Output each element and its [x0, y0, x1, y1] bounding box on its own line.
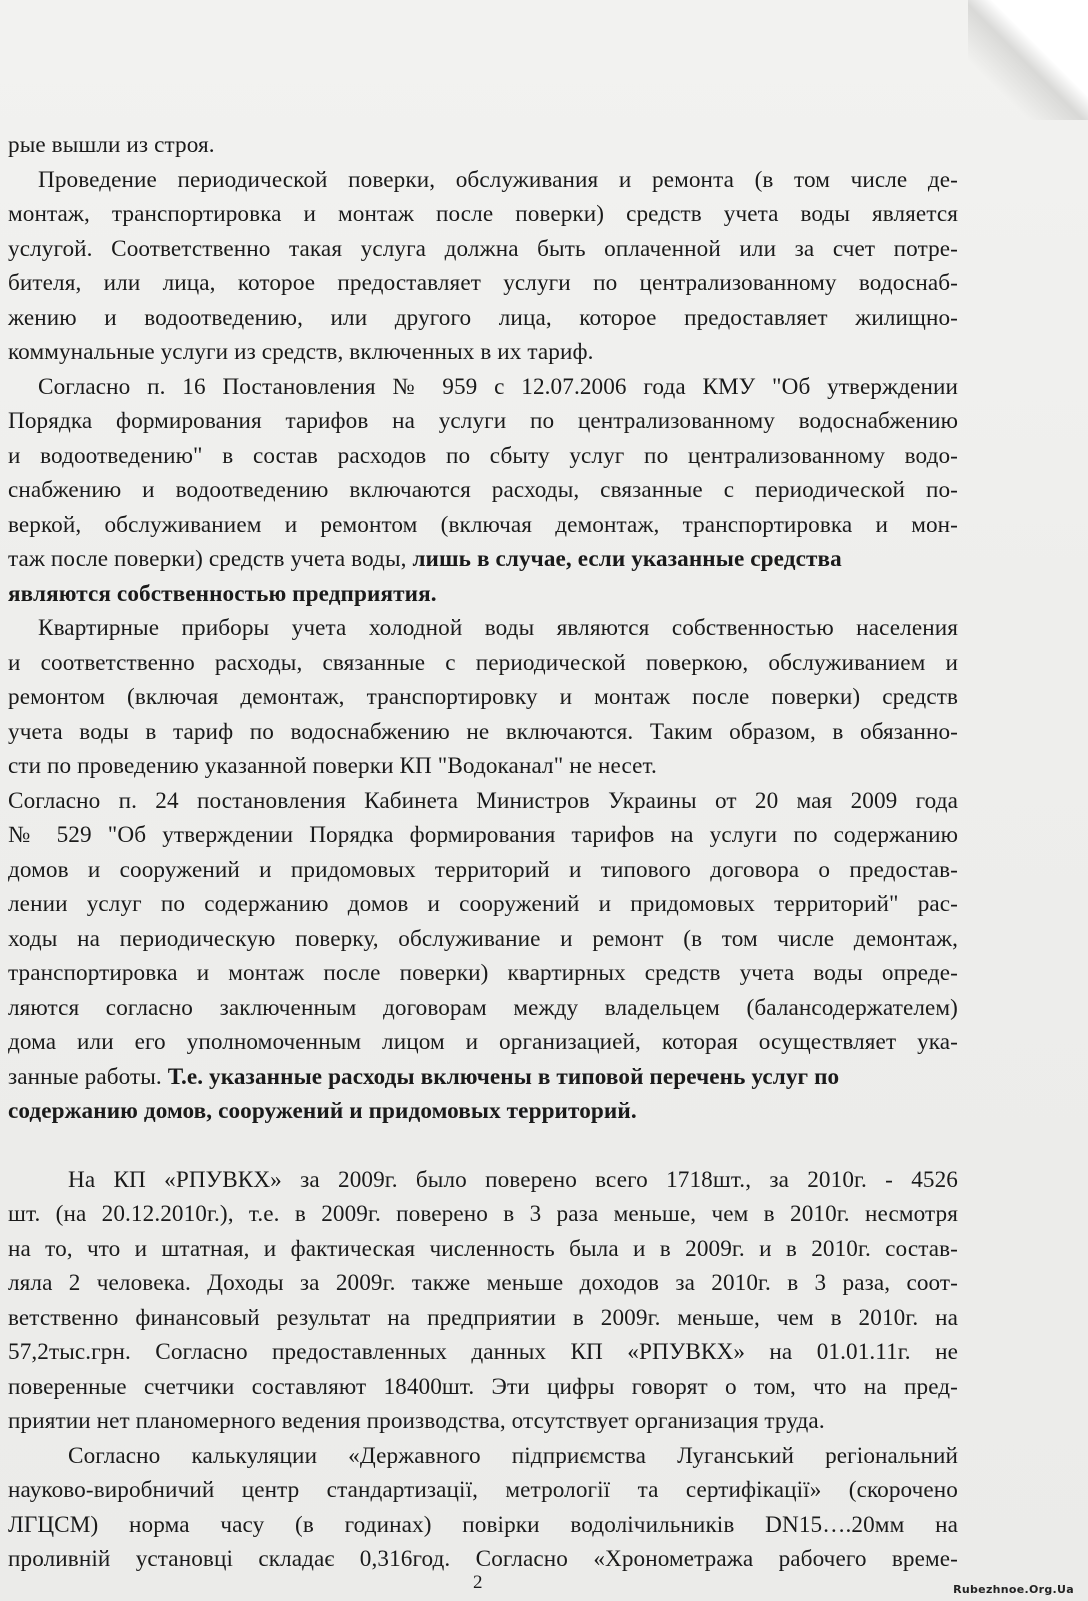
- bold-text-line: являются собственностью предприятия.: [8, 580, 437, 607]
- text-line: Согласно п. 16 Постановления № 959 с 12.07.2006 года КМУ "Об утверждении: [38, 373, 958, 400]
- site-watermark: Rubezhnoe.Org.Ua: [953, 1583, 1074, 1596]
- text-line: лении услуг по содержанию домов и сооружений и придомовых территорий" рас-: [8, 891, 958, 917]
- text-segment: занные работы.: [8, 1063, 168, 1090]
- page-number: 2: [473, 1572, 483, 1593]
- text-line: Порядка формирования тарифов на услуги по централизованному водоснабжению: [8, 408, 958, 434]
- text-line: транспортировка и монтаж после поверки) квартирных средств учета воды опреде-: [8, 960, 958, 986]
- text-line: снабжению и водоотведению включаются расходы, связанные с периодической по-: [8, 477, 958, 503]
- text-line: ЛГЦСМ) норма часу (в годинах) повірки водолічильників DN15….20мм на: [8, 1511, 958, 1538]
- text-line: поверенные счетчики составляют 18400шт. Эти цифры говорят о том, что на пред-: [8, 1373, 958, 1400]
- text-line: Согласно п. 24 постановления Кабинета Министров Украины от 20 мая 2009 года: [8, 787, 958, 814]
- text-line: коммунальные услуги из средств, включенных в их тариф.: [8, 339, 594, 365]
- text-line: 57,2тыс.грн. Согласно предоставленных данных КП «РПУВКХ» на 01.01.11г. не: [8, 1339, 958, 1365]
- text-line: рые вышли из строя.: [8, 132, 215, 158]
- page-corner-fold: [968, 0, 1088, 120]
- text-line: ляла 2 человека. Доходы за 2009г. также меньше доходов за 2010г. в 3 раза, соот-: [8, 1270, 958, 1296]
- text-line: веркой, обслуживанием и ремонтом (включая демонтаж, транспортировка и мон-: [8, 511, 958, 538]
- text-line: [8, 542, 958, 577]
- text-line: [8, 1060, 958, 1095]
- bold-text-segment: лишь в случае, если указанные средства: [412, 546, 842, 572]
- text-line: Квартирные приборы учета холодной воды являются собственностью населения: [38, 615, 958, 641]
- text-line: бителя, или лица, которое предоставляет услуги по централизованному водоснаб-: [8, 270, 958, 296]
- text-line: шт. (на 20.12.2010г.), т.е. в 2009г. поверено в 3 раза меньше, чем в 2010г. несмотря: [8, 1201, 958, 1227]
- text-line: науково-виробничий центр стандартизації, метрології та сертифікації» (скорочено: [8, 1477, 958, 1503]
- text-line: Проведение периодической поверки, обслуживания и ремонта (в том числе де-: [38, 166, 958, 193]
- text-line: На КП «РПУВКХ» за 2009г. было поверено всего 1718шт., за 2010г. - 4526: [68, 1166, 958, 1193]
- text-line: дома или его уполномоченным лицом и организацией, которая осуществляет ука-: [8, 1029, 958, 1055]
- text-line: Согласно калькуляции «Державного підприємства Луганський регіональний: [68, 1442, 958, 1469]
- text-line: и соответственно расходы, связанные с периодической поверкою, обслуживанием и: [8, 649, 958, 676]
- document-body: [8, 128, 958, 1577]
- bold-text-segment: Т.е. указанные расходы включены в типовой перечень услуг по: [167, 1063, 840, 1090]
- text-line: сти по проведению указанной поверки КП "Водоканал" не несет.: [8, 753, 657, 779]
- bold-text-line: содержанию домов, сооружений и придомовых территорий.: [8, 1098, 637, 1124]
- text-line: услугой. Соответственно такая услуга должна быть оплаченной или за счет потре-: [8, 235, 958, 262]
- text-line: ветственно финансовый результат на предприятии в 2009г. меньше, чем в 2010г. на: [8, 1304, 958, 1331]
- text-line: жению и водоотведению, или другого лица, которое предоставляет жилищно-: [8, 304, 958, 331]
- text-line: монтаж, транспортировка и монтаж после поверки) средств учета воды является: [8, 201, 958, 227]
- text-line: приятии нет планомерного ведения производства, отсутствует организация труда.: [8, 1408, 825, 1434]
- text-line: учета воды в тариф по водоснабжению не включаются. Таким образом, в обязанно-: [8, 718, 958, 745]
- text-line: на то, что и штатная, и фактическая численность была и в 2009г. и в 2010г. состав-: [8, 1235, 958, 1262]
- text-line: и водоотведению" в состав расходов по сбыту услуг по централизованному водо-: [8, 442, 958, 469]
- text-line: № 529 "Об утверждении Порядка формирования тарифов на услуги по содержанию: [8, 822, 958, 848]
- text-line: проливній установці складає 0,316год. Согласно «Хронометража рабочего време-: [8, 1546, 958, 1572]
- text-line: ходы на периодическую поверку, обслуживание и ремонт (в том числе демонтаж,: [8, 925, 958, 952]
- text-segment: таж после поверки) средств учета воды,: [8, 546, 413, 572]
- paragraph-gap: [8, 1129, 958, 1163]
- text-line: домов и сооружений и придомовых территорий и типового договора о предостав-: [8, 856, 958, 883]
- text-line: ремонтом (включая демонтаж, транспортировку и монтаж после поверки) средств: [8, 684, 958, 710]
- text-line: ляются согласно заключенным договорам между владельцем (балансодержателем): [8, 994, 958, 1021]
